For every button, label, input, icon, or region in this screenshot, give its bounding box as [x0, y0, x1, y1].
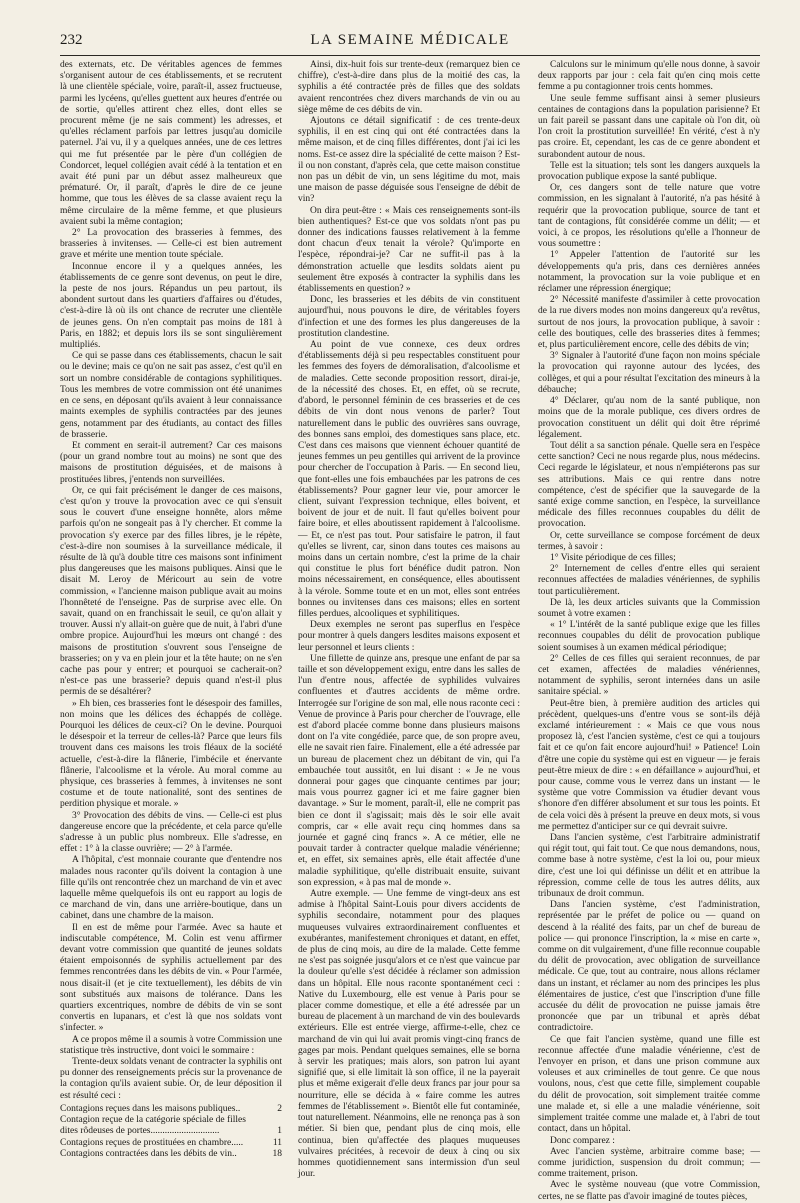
column-left — [60, 60, 282, 1159]
header-rule — [60, 55, 760, 56]
paragraph: Ce qui se passe dans ces établissements, chacun le sait ou le devine; mais ce qu'on ne sait pas assez, c'est qu'il en sort un nombre considérable de contagions syphilitiques. Tous les membres de votre commission ont été unanimes en ce sens, en déposant qu'ils avaient à leur connaissance maints exemples de syphilis contractées par des jeunes gens, notamment par des étudiants, au contact des filles de brasserie. — [60, 351, 282, 440]
paragraph: Telle est la situation; tels sont les dangers auxquels la provocation publique expose la santé publique. — [538, 160, 760, 183]
table-row-label: Contagions reçues de prostituées en chambre..... — [60, 1137, 244, 1148]
table-row-value: 1 — [277, 1126, 282, 1137]
table-row-value: 11 — [272, 1137, 282, 1148]
table-row — [60, 1115, 282, 1126]
paragraph: Ajoutons ce détail significatif : de ces trente-deux syphilis, il en est cinq qui ont été contractées dans la même maison, et de cinq filles différentes, dont j'ai ici les noms. Est-ce assez dire la spécialité de cette maison ? Est-il ou non constant, d'après cela, que cette maison constitue non pas un débit de vin, un sens légitime du mot, mais une maison de passe déguisée sous l'enseigne de débit de vin? — [298, 116, 520, 205]
paragraph: Au point de vue connexe, ces deux ordres d'établissements déjà si peu respectables constituent pour les femmes des foyers de démoralisation, d'alcoolisme et de maladies. Cette seconde proposition ressort, dirai-je, de la nécessité des choses. Et, en effet, où se recrute, d'abord, le personnel féminin de ces brasseries et de ces débits de vin dont nous venons de parler? Tout naturellement dans le public des ouvrières sans ouvrage, des bonnes sans emploi, des domestiques sans place, etc. C'est dans ces maisons que viennent échouer quantité de jeunes femmes un peu gentilles qui arrivent de la province pour chercher de l'occupation à Paris. — En second lieu, que font-elles une fois embauchées par les patrons de ces établissements? Pour gagner leur vie, pour amorcer le client, suivant l'expression technique, elles boivent, et boivent de jour et de nuit. Il faut qu'elles boivent pour faire boire, et elles aboutissent rapidement à l'alcoolisme. — Et, ce n'est pas tout. Pour satisfaire le patron, il faut qu'elles se livrent, car, sinon dans toutes ces maisons au moins dans un certain nombre, c'est la prime de la chair qui constitue le plus fort bénéfice dudit patron. Non moins nécessairement, en conséquence, elles aboutissent à la vérole. Somme toute et en un mot, elles sont entrées bonnes ou invitenses dans ces maisons; elles en sortent filles perdues, alcooliques et syphilitiques. — [298, 340, 520, 619]
paragraph: 2° Nécessité manifeste d'assimiler à cette provocation de la rue divers modes non moins dangereux qu'a revêtus, surtout de nos jours, la provocation publique, à savoir : celle des boutiques, celle des brasseries dites à femmes; et, plus particulièrement encore, celle des débits de vin; — [538, 295, 760, 351]
paragraph: 3° Provocation des débits de vins. — Celle-ci est plus dangereuse encore que la précédente, et cela parce qu'elle s'adresse à un public plus nombreux. Elle s'adresse, en effet : 1° à la classe ouvrière; — 2° à l'armée. — [60, 810, 282, 855]
table-row — [60, 1104, 282, 1115]
paragraph: 1° Visite périodique de ces filles; — [550, 552, 676, 563]
paragraph: De là, les deux articles suivants que la Commission soumet à votre examen : — [538, 597, 760, 619]
table-row-value: 2 — [277, 1103, 282, 1114]
paragraph: A ce propos même il a soumis à votre Commission une statistique très instructive, dont voici le sommaire : — [60, 1034, 282, 1056]
paragraph: 2° Celles de ces filles qui seraient reconnues, de par cet examen, affectées de maladies vénériennes, notamment de syphilis, seront internées dans un asile sanitaire spécial. » — [538, 653, 760, 698]
page-number: 232 — [60, 32, 83, 48]
paragraph: des externats, etc. De véritables agences de femmes s'organisent autour de ces établissements, et se recrutent là une clientèle spéciale, voire, paraît-il, assez fructueuse, parmi les lycéens, qu'elles guettent aux heures d'entrée ou de sortie, qu'elles attirent chez elles, dont elles se procurent même (je ne sais comment) les adresses, et qu'elles réclament parfois par lettres jusqu'au domicile paternel. J'ai vu, il y a quelques années, une de ces lettres qui me fut présentée par le père d'un collégien de Condorcet, lequel collégien avait cédé à la tentation et en avait été puni par un début assez malheureux que prématuré. Or, il paraît, d'après le dire de ce jeune homme, que tous les élèves de sa classe avaient reçu la même circulaire de la même femme, et que plusieurs avaient subi la même contagion; — [60, 60, 282, 227]
table-row-label: Contagion reçue de la catégorie spéciale de filles — [60, 1115, 246, 1126]
column-right — [538, 60, 760, 1202]
contagion-statistics-table — [60, 1104, 282, 1160]
table-row-label: dites rôdeuses de portes............................. — [60, 1126, 220, 1137]
paragraph: Dans l'ancien système, c'est l'arbitraire administratif qui régit tout, qui fait tout. Ce que nous demandons, nous, comme base à notre système, c'est la loi ou, pour mieux dire, c'est une loi qui définisse un délit et en attribue la répression, comme celle de tous les autres délits, aux tribunaux de droit commun. — [538, 833, 760, 900]
paragraph: Or, cette surveillance se compose forcément de deux termes, à savoir : — [538, 530, 760, 552]
table-row-label: Contagions reçues dans les maisons publiques.. — [60, 1103, 241, 1114]
paragraph: Et comment en serait-il autrement? Car ces maisons (pour un grand nombre tout au moins) ne sont que des maisons de prostitution déguisées, et de maisons à prostituées libres, j'entends non surveillées. — [60, 440, 282, 485]
paragraph: 1° Appeler l'attention de l'autorité sur les développements qu'a pris, dans ces dernières années notamment, la provocation sur la voie publique et en réclamer une répression énergique; — [538, 250, 760, 295]
table-row — [60, 1138, 282, 1149]
paragraph: Calculons sur le minimum qu'elle nous donne, à savoir deux rapports par jour : cela fait qu'en cinq mois cette femme a pu contagionner trois cents hommes. — [538, 60, 760, 93]
paragraph: 2° Internement de celles d'entre elles qui seraient reconnues affectées de maladies vénériennes, de syphilis tout particulièrement. — [538, 564, 760, 597]
paragraph: Tout délit a sa sanction pénale. Quelle sera en l'espèce cette sanction? Ceci ne nous regarde plus, nous médecins. Ceci regarde le législateur, et nous n'empiéterons pas sur ses attributions. Mais ce qui rentre dans notre compétence, c'est de spécifier que la sauvegarde de la santé exige comme sanction, en l'espèce, la surveillance médicale des filles reconnues coupables du délit de provocation. — [538, 440, 760, 530]
paragraph: Peut-être bien, à première audition des articles qui précèdent, quelques-uns d'entre vous se sont-ils déjà exclamé intérieurement : « Mais ce que vous nous proposez là, c'est l'ancien système, c'est ce qui a toujours fait et ce qu'on fait encore aujourd'hui! » Patience! Loin d'être une copie du système qui est en vigueur — je ferais peut-être mieux de dire : « en défaillance » aujourd'hui, et pour cause, comme vous le verrez dans un instant — le système que votre Commission va étudier devant vous s'honore d'en différer absolument et sur tous les points. Et de cela voici dès à présent la preuve en deux mots, si vous me permettez d'anticiper sur ce qui devrait suivre. — [538, 698, 760, 832]
paragraph: « 1° L'intérêt de la santé publique exige que les filles reconnues coupables du délit de provocation publique soient soumises à un examen médical périodique; — [538, 620, 760, 653]
table-row — [60, 1126, 282, 1137]
paragraph: On dira peut-être : « Mais ces renseignements sont-ils bien authentiques? Est-ce que vos soldats n'ont pas pu donner des indications fausses relativement à la femme dont chacun d'eux tenait la vérole? Qu'importe en l'espèce, répondrai-je? Car ne suffit-il pas à la démonstration actuelle que lesdits soldats aient pu seulement être exposés à contracter la syphilis dans les établissements en question? » — [298, 205, 520, 295]
paragraph: 4° Déclarer, qu'au nom de la santé publique, non moins que de la morale publique, ces divers ordres de provocation constituent un délit qui doit être réprimé légalement. — [538, 396, 760, 440]
paragraph: Avec l'ancien système, arbitraire comme base; — comme juridiction, suspension du droit commun; — comme traitement, prison. — [538, 1146, 760, 1180]
page-header — [60, 30, 760, 52]
column-middle — [298, 60, 520, 1180]
table-row-value — [278, 1115, 282, 1126]
table-row-label: Contagions contractées dans les débits de vin.. — [60, 1148, 237, 1159]
paragraph: A l'hôpital, c'est monnaie courante que d'entendre nos malades nous raconter qu'ils doivent la contagion à une fille qu'ils ont rencontrée chez un marchand de vin et avec laquelle même quelquefois ils ont eu rapport au logis de ce marchand de vin, dans une arrière-boutique, dans un cabinet, dans une chambre de la maison. — [60, 855, 282, 922]
paragraph: Une seule femme suffisant ainsi à semer plusieurs centaines de contagions dans la population parisienne? Et un fait pareil se passant dans une capitale où l'on dit, où l'on croit la prostitution surveillée! En vérité, c'est à n'y pas croire. Et, cependant, les cas de ce genre abondent et surabondent autour de nous. — [538, 93, 760, 160]
paragraph: Or, ces dangers sont de telle nature que votre commission, en les signalant à l'autorité, n'a pas hésité à requérir que la provocation publique, source de tant et tant de contagions, fût considérée comme un délit; — et voici, à ce propos, les résolutions qu'elle a l'honneur de vous soumettre : — [538, 183, 760, 250]
journal-title: LA SEMAINE MÉDICALE — [310, 32, 510, 48]
paragraph: Inconnue encore il y a quelques années, les établissements de ce genre sont devenus, on peut le dire, la peste de nos jours. Répandus un peu partout, ils abondent surtout dans les quartiers d'affaires ou d'études, c'est-à-dire là où ils ont chance de recruter une clientèle de jeunes gens. On n'en comptait pas moins de 181 à Paris, en 1882; et depuis lors ils se sont singulièrement multipliés. — [60, 261, 282, 351]
paragraph: Ainsi, dix-huit fois sur trente-deux (remarquez bien ce chiffre), c'est-à-dire dans plus de la moitié des cas, la syphilis a été contractée près de filles que des soldats avaient rencontrées chez divers marchands de vin ou au siège même de ces débits de vin. — [298, 60, 520, 115]
paragraph: Autre exemple. — Une femme de vingt-deux ans est admise à l'hôpital Saint-Louis pour divers accidents de syphilis secondaire, notamment pour des plaques muqueuses vulvaires extraordinairement confluentes et exubérantes, manifestement chroniques et datant, en effet, de plus de cinq mois, au dire de la malade. Cette femme ne s'est pas soignée jusqu'alors et ce n'est que vaincue par la douleur qu'elle s'est décidée à réclamer son admission dans un hôpital. Elle nous raconte spontanément ceci : Native du Luxembourg, elle est venue à Paris pour se placer comme domestique, et elle a été adressée par un bureau de placement à un marchand de vin des boulevards extérieurs. Elle est entrée vierge, affirme-t-elle, chez ce marchand de vin qui lui avait promis vingt-cinq francs de gages par mois. Pendant quelques semaines, elle se borna à servir les pratiques; mais alors, son patron lui ayant signifié que, si elle limitait là son office, il ne la payerait plus et même exigerait d'elle deux francs par jour pour sa nourriture, elle se décida à « faire comme les autres femmes de l'établissement ». Bientôt elle fut contaminée, tout naturellement. Néanmoins, elle ne renonça pas à son métier. Si bien que, pendant plus de cinq mois, elle continua, bien qu'affectée des plaques muqueuses vulvaires précitées, à recevoir de deux à cinq ou six hommes quotidiennement sans intermission d'un seul jour. — [298, 889, 520, 1180]
paragraph: Or, ce qui fait précisément le danger de ces maisons, c'est qu'on y trouve la provocation avec ce qui s'ensuit sous le couvert d'une enseigne honnête, alors même parfois qu'on ne songeait pas à l'y chercher. Et comme la provocation s'y exerce par des filles libres, je le répète, c'est-à-dire non soumises à la surveillance médicale, il résulte de là qu'à double titre ces maisons sont infiniment plus dangereuses que les maisons publiques. Ainsi que le disait M. Leroy de Méricourt au sein de votre commission, « l'ancienne maison publique avait au moins l'honnêteté de l'enseigne. Pas de surprise avec elle. On savait, quand on en franchissait le seuil, ce qu'on allait y trouver. Aussi n'y allait-on guère que de nuit, à l'abri d'une ombre propice. Aujourd'hui les mœurs ont changé : des maisons de prostitution s'ouvrent sous l'enseigne de brasseries; on y va en plein jour et la tête haute; on ne s'en cache pas pour y entrer; et pourquoi se cacherait-on? n'est-ce pas une brasserie? depuis quand n'est-il plus permis de se désaltérer? — [60, 485, 282, 698]
paragraph: Avec le système nouveau (que votre Commission, certes, ne se flatte pas d'avoir imaginé de toutes pièces, — [538, 1180, 760, 1202]
paragraph: Une fillette de quinze ans, presque une enfant de par sa taille et son développement exigu, entre dans les salles de l'un d'entre nous, affectée de syphilides vulvaires confluentes et d'autres accidents de même ordre. Interrogée sur l'origine de son mal, elle nous raconte ceci : Venue de province à Paris pour chercher de l'ouvrage, elle est d'abord placée comme bonne dans plusieurs maisons dont on l'a vite congédiée, parce que, de son propre aveu, elle ne savait rien faire. Finalement, elle a été adressée par un bureau de placement chez un débitant de vin, qui l'a embauchée tout aussitôt, en lui disant : « Je ne vous donnerai pour gages que cinquante centimes par jour; mais vous pourrez gagner ici et me faire gagner bien davantage. » Sur le moment, paraît-il, elle ne comprit pas bien ce dont il s'agissait; mais dès le soir elle avait compris, car « elle avait reçu cinq hommes dans sa journée et gagné cinq francs ». A ce métier, elle ne pouvait tarder à contracter quelque maladie vénérienne; et, en effet, six semaines après, elle était affectée d'une maladie syphilitique, qu'elle distribuait ensuite, suivant son expression, « à pas mal de monde ». — [298, 653, 520, 888]
table-row — [60, 1149, 282, 1160]
paragraph: Ce que fait l'ancien système, quand une fille est reconnue affectée d'une maladie vénérienne, c'est de l'envoyer en prison, et dans une prison commune aux voleuses et aux criminelles de tout genre. Ce que nous voulons, nous, c'est que cette fille, simplement coupable du délit de provocation, soit simplement traitée comme une malade et, si elle a une maladie vénérienne, soit simplement traitée comme une malade et, à l'abri de tout contact, dans un hôpital. — [538, 1034, 760, 1135]
table-row-value: 18 — [272, 1148, 282, 1159]
paragraph: 2° La provocation des brasseries à femmes, des brasseries à invitenses. — Celle-ci est bien autrement grave et mérite une mention toute spéciale. — [60, 228, 282, 261]
paragraph: » Eh bien, ces brasseries font le désespoir des familles, non moins que les délices des échappés de collège. Pourquoi les délices de ceux-ci? On le devine. Pourquoi le désespoir et la terreur de celles-là? Parce que leurs fils trouvent dans ces maisons les trois fléaux de la société actuelle, c'est-à-dire la flânerie, l'imbécile et énervante flânerie, l'alcoolisme et la vérole. Au moral comme au physique, ces brasseries à femmes, à invitenses ne sont costume et de toute nationalité, sont des sentines de perdition physique et morale. » — [60, 698, 282, 810]
paragraph: Dans l'ancien système, c'est l'administration, représentée par le préfet de police ou — quand on descend à la réalité des faits, par un chef de bureau de police — qui prononce l'inscription, la « mise en carte », comme on dit vulgairement, d'une fille reconnue coupable du délit de provocation, avec obligation de surveillance médicale. Ce que, tout au contraire, nous allons réclamer dans un instant, et réclamer au nom des principes les plus élémentaires de justice, c'est que l'inscription d'une fille accusée du délit de provocation ne puisse jamais être prononcée que par un tribunal et après débat contradictoire. — [538, 900, 760, 1034]
paragraph: Donc, les brasseries et les débits de vin constituent aujourd'hui, nous pouvons le dire, de véritables foyers d'infection et une des formes les plus dangereuses de la prostitution clandestine. — [298, 295, 520, 339]
paragraph: Deux exemples ne seront pas superflus en l'espèce pour montrer à quels dangers lesdites maisons exposent et leur personnel et leurs clients : — [298, 620, 520, 653]
paragraph: Trente-deux soldats venant de contracter la syphilis ont pu donner des renseignements précis sur la provenance de la contagion qu'ils avaient subie. Or, de leur déposition il est résulté ceci : — [60, 1057, 282, 1101]
paragraph: Il en est de même pour l'armée. Avec sa haute et indiscutable compétence, M. Colin est venu affirmer devant votre commission que quantité de jeunes soldats étaient empoisonnés de syphilis actuellement par des femmes rencontrées dans les débits de vin. « Pour l'armée, nous disait-il (et je cite textuellement), les débits de vin sont substitués aux maisons de tolérance. Dans les quartiers excentriques, nombre de débits de vin se sont convertis en lupanars, et c'est là que nos soldats vont s'infecter. » — [60, 922, 282, 1034]
paragraph: Donc comparez : — [550, 1135, 615, 1146]
paragraph: 3° Signaler à l'autorité d'une façon non moins spéciale la provocation qui rayonne autour des lycées, des collèges, et qui a pour résultat l'excitation des mineurs à la débauche; — [538, 351, 760, 395]
